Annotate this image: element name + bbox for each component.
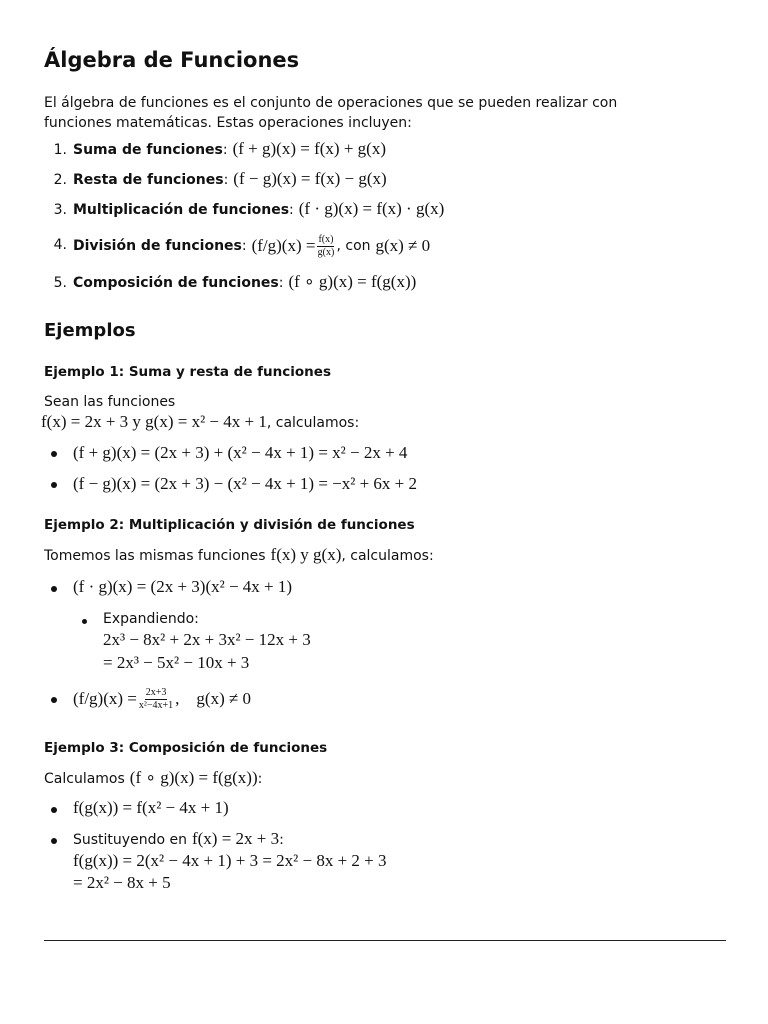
bullet [51, 451, 57, 457]
lead-tail: , calculamos: [341, 548, 434, 564]
definition-tail: , calculamos: [266, 415, 360, 431]
item-condition: , g(x) ≠ 0 [175, 689, 252, 708]
operation-formula: (f ∘ g)(x) = f(g(x)) [288, 272, 417, 291]
example-item: (f + g)(x) = (2x + 3) + (x² − 4x + 1) = x² − 2x + 4 [73, 443, 408, 462]
operation-formula-lhs: (f/g)(x) = [251, 236, 316, 255]
fraction-denominator: x²−4x+1 [138, 699, 174, 711]
operation-label: División de funciones [73, 238, 242, 254]
intro-paragraph: El álgebra de funciones es el conjunto de operaciones que se pueden realizar con funciones matemáticas. Estas operaciones incluyen: [44, 95, 618, 131]
operation-label: Composición de funciones [73, 275, 279, 291]
operation-label: Multiplicación de funciones [73, 202, 290, 218]
fraction [317, 235, 334, 258]
sub-item-line: = 2x³ − 5x² − 10x + 3 [103, 653, 250, 672]
example-heading: Ejemplo 2: Multiplicación y división de funciones [44, 517, 415, 533]
example-heading: Ejemplo 1: Suma y resta de funciones [44, 364, 331, 380]
lead-text: Tomemos las mismas funciones [44, 548, 266, 564]
operation-condition-text: , con [336, 238, 371, 254]
example-lead [44, 768, 262, 788]
fraction [139, 688, 173, 711]
example-item: (f · g)(x) = (2x + 3)(x² − 4x + 1) [73, 577, 293, 596]
definition-math: f(x) = 2x + 3 y g(x) = x² − 4x + 1 [41, 412, 267, 431]
example-definition [41, 412, 359, 432]
sub-bullet [82, 619, 87, 624]
operation-label: Resta de funciones [73, 172, 224, 188]
operation-condition: g(x) ≠ 0 [375, 236, 431, 255]
list-item: Multiplicación de funciones : (f · g)(x) = f(x) · g(x) [73, 199, 445, 218]
item-lhs: (f/g)(x) = [73, 689, 137, 708]
item-line: = 2x² − 8x + 5 [73, 873, 171, 892]
fraction-denominator: g(x) [317, 246, 335, 258]
list-number: 5. [53, 275, 67, 291]
list-item: Resta de funciones : (f − g)(x) = f(x) − g(x) [73, 169, 387, 188]
list-item: Suma de funciones : (f + g)(x) = f(x) + g(x) [73, 139, 386, 158]
horizontal-rule [44, 940, 726, 941]
operation-label: Suma de funciones [73, 142, 223, 158]
bullet [51, 586, 57, 592]
list-number: 4. [53, 237, 67, 253]
example-item: (f − g)(x) = (2x + 3) − (x² − 4x + 1) = −x² + 6x + 2 [73, 474, 418, 493]
example-heading: Ejemplo 3: Composición de funciones [44, 740, 328, 756]
lead-tail: : [257, 771, 263, 787]
bullet [51, 838, 57, 844]
bullet [51, 482, 57, 488]
example-lead [44, 545, 434, 565]
operation-formula: (f · g)(x) = f(x) · g(x) [298, 199, 445, 218]
item-tail: : [279, 832, 284, 848]
item-line: f(g(x)) = 2(x² − 4x + 1) + 3 = 2x² − 8x + 2 + 3 [73, 851, 387, 870]
example-lead: Sean las funciones [44, 394, 176, 410]
example-item [73, 684, 251, 714]
fraction-numerator: f(x) [318, 233, 334, 245]
list-number: 1. [53, 142, 67, 158]
item-math: f(x) = 2x + 3 [191, 829, 280, 848]
lead-text: Calculamos [44, 771, 125, 787]
operation-formula: (f − g)(x) = f(x) − g(x) [233, 169, 387, 188]
list-item: Composición de funciones : (f ∘ g)(x) = f(g(x)) [73, 272, 417, 291]
item-text: Sustituyendo en [73, 832, 187, 848]
list-number: 2. [53, 172, 67, 188]
example-item: f(g(x)) = f(x² − 4x + 1) [73, 798, 229, 817]
lead-math: (f ∘ g)(x) = f(g(x)) [129, 768, 258, 787]
operation-formula: (f + g)(x) = f(x) + g(x) [232, 139, 386, 158]
fraction-numerator: 2x+3 [145, 686, 167, 698]
lead-math: f(x) y g(x) [270, 545, 342, 564]
sub-item-line: 2x³ − 8x² + 2x + 3x² − 12x + 3 [103, 630, 311, 649]
example-item [73, 829, 284, 849]
list-number: 3. [53, 202, 67, 218]
section-heading: Ejemplos [44, 320, 136, 341]
sub-item-label: Expandiendo: [103, 611, 199, 627]
list-item: División de funciones : (f/g)(x) = $\frac{f(x)}{g(x)}$ , con g(x) ≠ 0 [73, 233, 431, 258]
page-title: Álgebra de Funciones [44, 48, 300, 72]
bullet [51, 807, 57, 813]
bullet [51, 697, 57, 703]
